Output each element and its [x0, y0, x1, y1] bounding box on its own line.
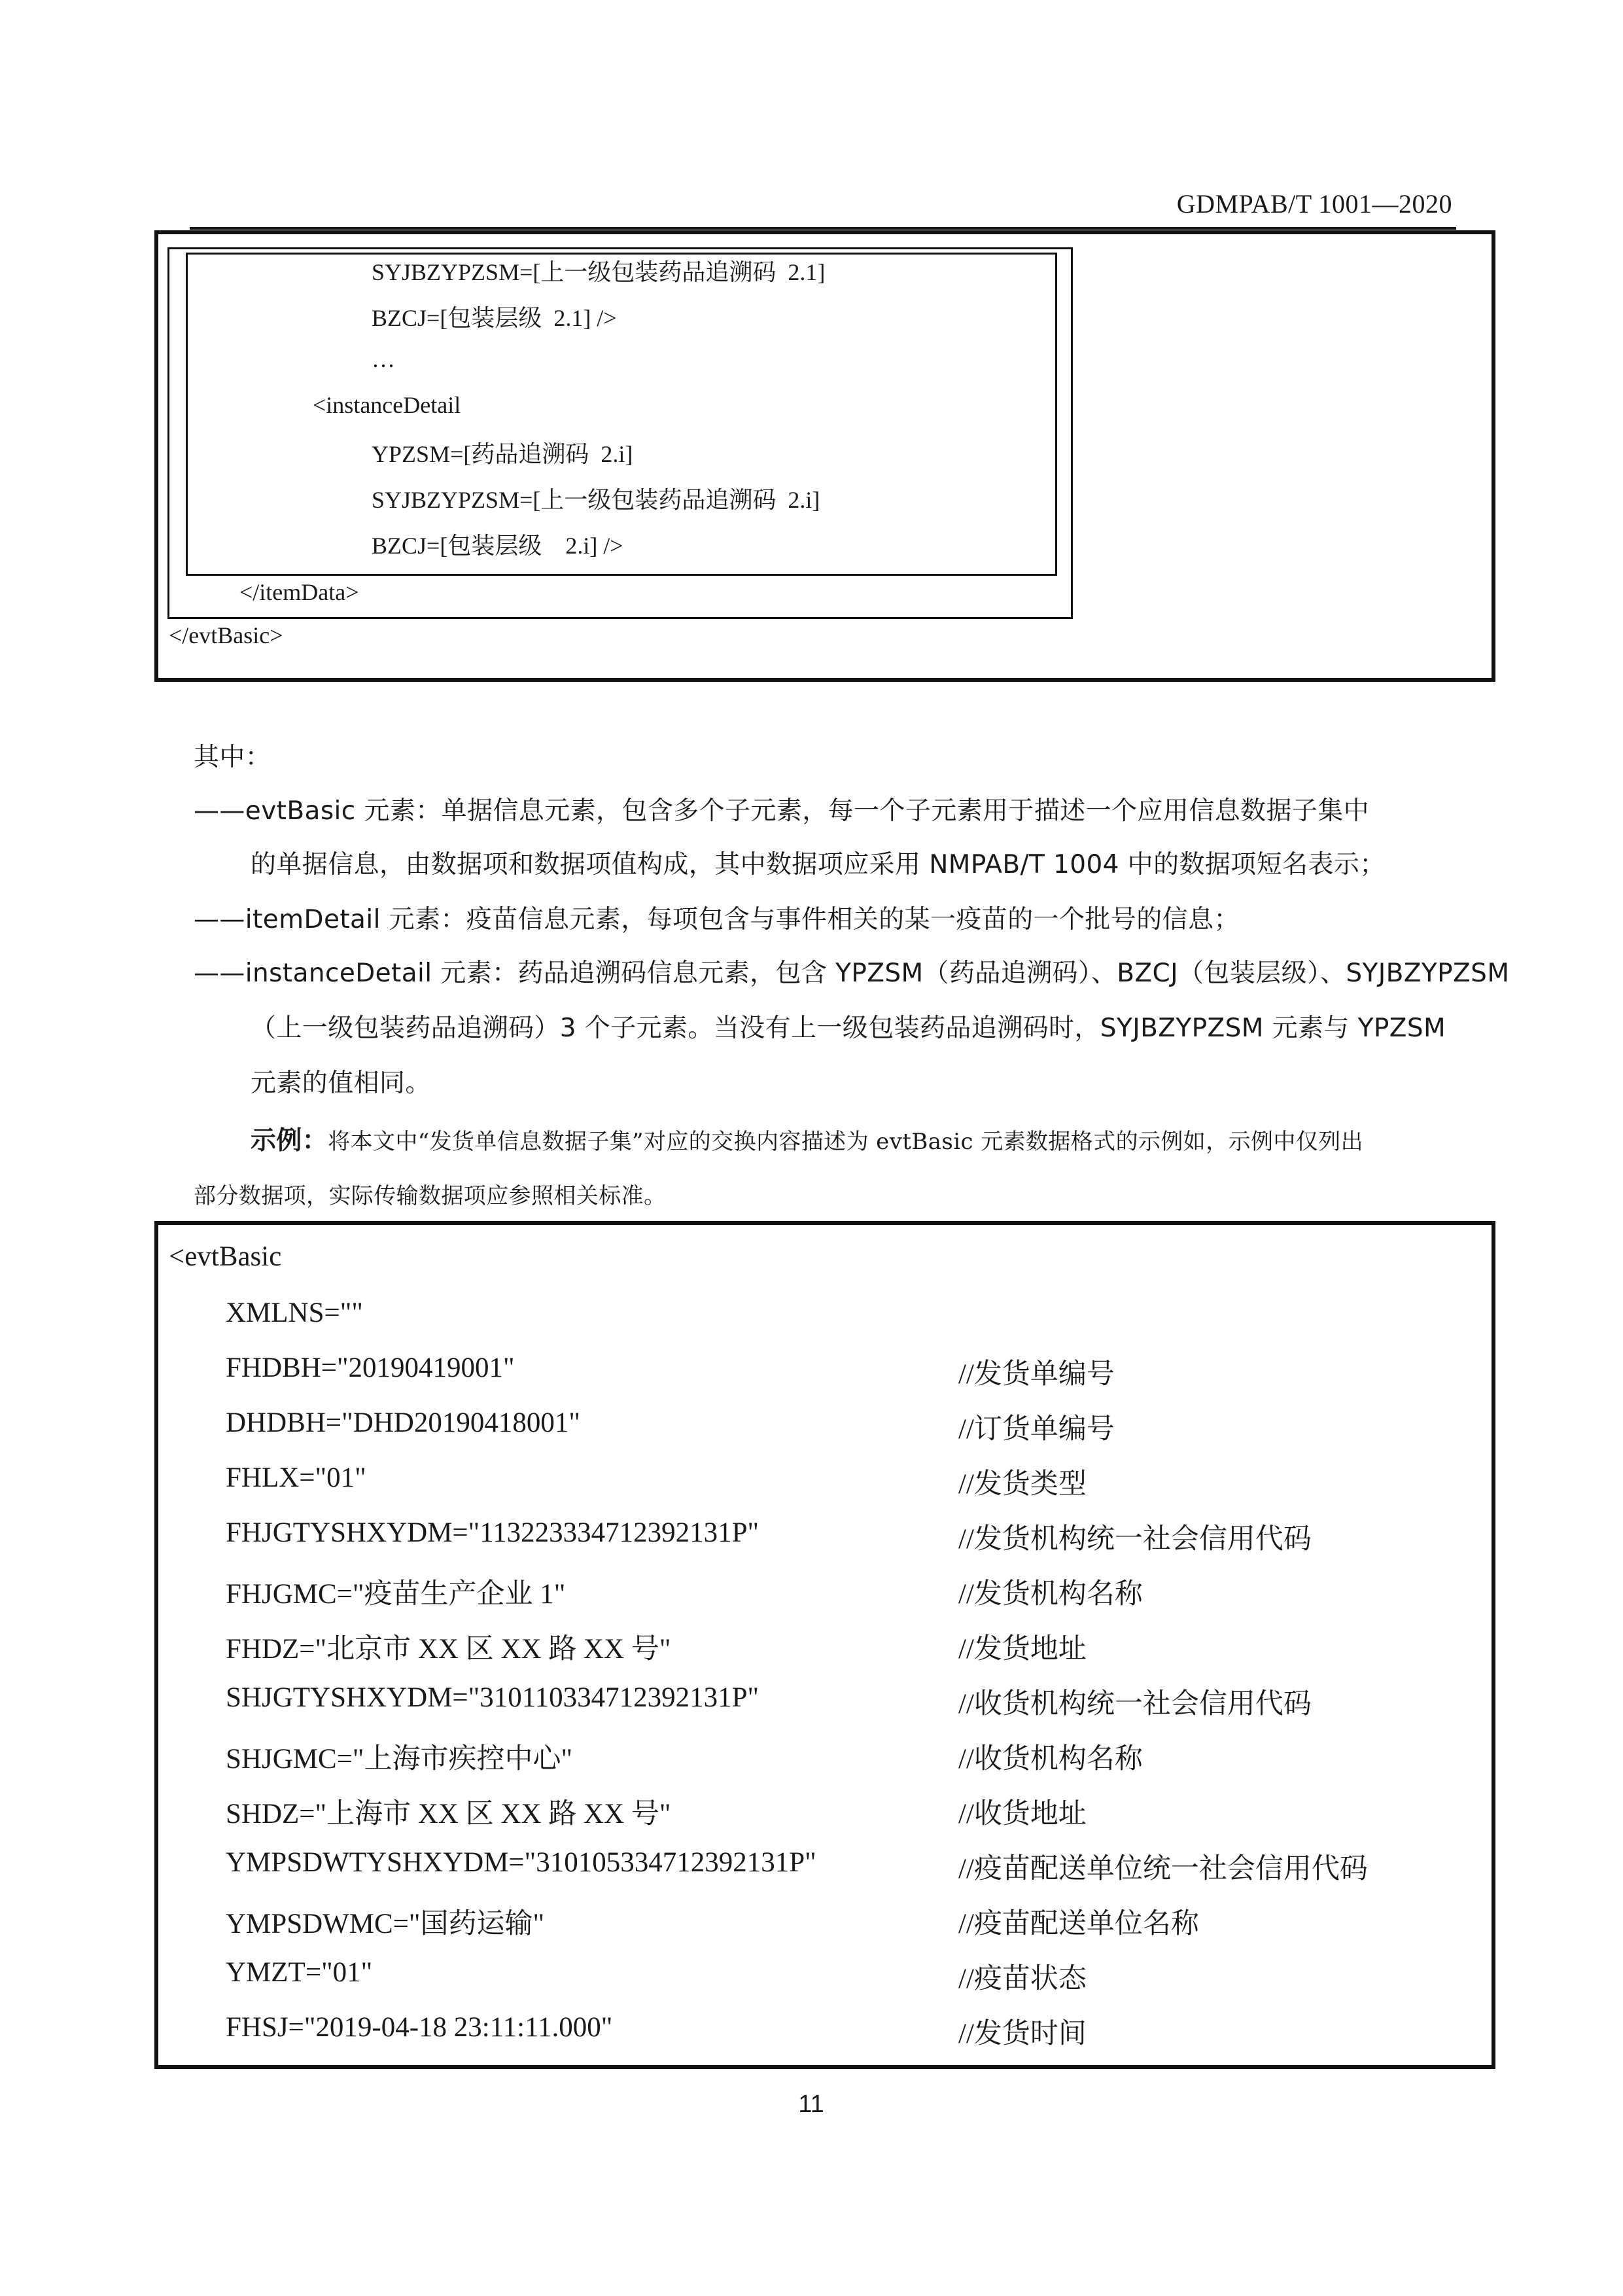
- example-comment: //发货地址: [958, 1634, 1087, 1665]
- example-comment: //疫苗配送单位统一社会信用代码: [958, 1854, 1368, 1884]
- example-comment: //收货机构统一社会信用代码: [958, 1689, 1312, 1720]
- code-line: YPZSM=[药品追溯码 2.i]: [372, 441, 633, 467]
- code-line: BZCJ=[包装层级 2.1] />: [372, 305, 617, 331]
- code-line: <instanceDetail: [313, 392, 461, 418]
- explanation-intro: 其中：: [194, 743, 271, 772]
- explanation-item: 的单据信息，由数据项和数据项值构成，其中数据项应采用 NMPAB/T 1004 中的数据项短名表示；: [251, 850, 1386, 879]
- example-key: SHDZ="上海市 XX 区 XX 路 XX 号": [226, 1799, 671, 1829]
- example-line: [251, 1120, 1363, 1157]
- explanation-item: ——instanceDetail 元素：药品追溯码信息元素，包含 YPZSM（药品追溯码）、BZCJ（包装层级）、SYJBZYPZSM: [194, 959, 1510, 988]
- page-number: 11: [798, 2091, 824, 2118]
- example-key: XMLNS="": [226, 1298, 363, 1328]
- example-key: SHJGMC="上海市疾控中心": [226, 1744, 573, 1775]
- example-comment: //疫苗状态: [958, 1964, 1087, 1994]
- explanation-item: （上一级包装药品追溯码）3 个子元素。当没有上一级包装药品追溯码时，SYJBZYPZSM 元素与 YPZSM: [251, 1014, 1446, 1043]
- example-comment: //发货类型: [958, 1469, 1087, 1500]
- code-line: </itemData>: [239, 579, 359, 605]
- example-comment: //发货单编号: [958, 1359, 1115, 1390]
- example-text: 将本文中“发货单信息数据子集”对应的交换内容描述为 evtBasic 元素数据格式的示例如，示例中仅列出: [328, 1129, 1363, 1155]
- example-text-continued: 部分数据项，实际传输数据项应参照相关标准。: [194, 1183, 667, 1209]
- code-line: SYJBZYPZSM=[上一级包装药品追溯码 2.1]: [372, 259, 826, 285]
- explanation-item: ——evtBasic 元素：单据信息元素，包含多个子元素，每一个子元素用于描述一个应用信息数据子集中: [194, 796, 1370, 826]
- example-key: FHJGTYSHXYDM="113223334712392131P": [226, 1517, 759, 1548]
- example-open-tag: <evtBasic: [169, 1241, 282, 1272]
- example-key: FHDZ="北京市 XX 区 XX 路 XX 号": [226, 1634, 671, 1665]
- example-comment: //发货机构名称: [958, 1579, 1143, 1610]
- explanation-item: 元素的值相同。: [251, 1069, 431, 1098]
- example-key: YMZT="01": [226, 1957, 373, 1988]
- example-key: FHLX="01": [226, 1462, 366, 1493]
- document-code: GDMPAB/T 1001—2020: [1176, 189, 1452, 219]
- example-key: FHSJ="2019-04-18 23:11:11.000": [226, 2012, 613, 2043]
- example-comment: //订货单编号: [958, 1414, 1115, 1445]
- header-rule: [190, 227, 1456, 230]
- code-line: …: [372, 346, 395, 372]
- example-key: YMPSDWMC="国药运输": [226, 1909, 545, 1939]
- example-comment: //发货时间: [958, 2019, 1087, 2049]
- code-line: </evtBasic>: [169, 622, 283, 648]
- code-line: SYJBZYPZSM=[上一级包装药品追溯码 2.i]: [372, 487, 820, 513]
- example-label: 示例：: [251, 1126, 328, 1156]
- example-comment: //发货机构统一社会信用代码: [958, 1524, 1312, 1555]
- example-key: FHDBH="20190419001": [226, 1352, 515, 1383]
- example-key: FHJGMC="疫苗生产企业 1": [226, 1579, 566, 1610]
- example-key: DHDBH="DHD20190418001": [226, 1407, 580, 1438]
- explanation-item: ——itemDetail 元素：疫苗信息元素，每项包含与事件相关的某一疫苗的一个批号的信息；: [194, 905, 1240, 934]
- example-comment: //收货机构名称: [958, 1744, 1143, 1775]
- code-line: BZCJ=[包装层级 2.i] />: [372, 533, 623, 559]
- example-key: YMPSDWTYSHXYDM="310105334712392131P": [226, 1847, 816, 1878]
- example-comment: //疫苗配送单位名称: [958, 1909, 1199, 1939]
- example-comment: //收货地址: [958, 1799, 1087, 1829]
- example-key: SHJGTYSHXYDM="310110334712392131P": [226, 1682, 759, 1713]
